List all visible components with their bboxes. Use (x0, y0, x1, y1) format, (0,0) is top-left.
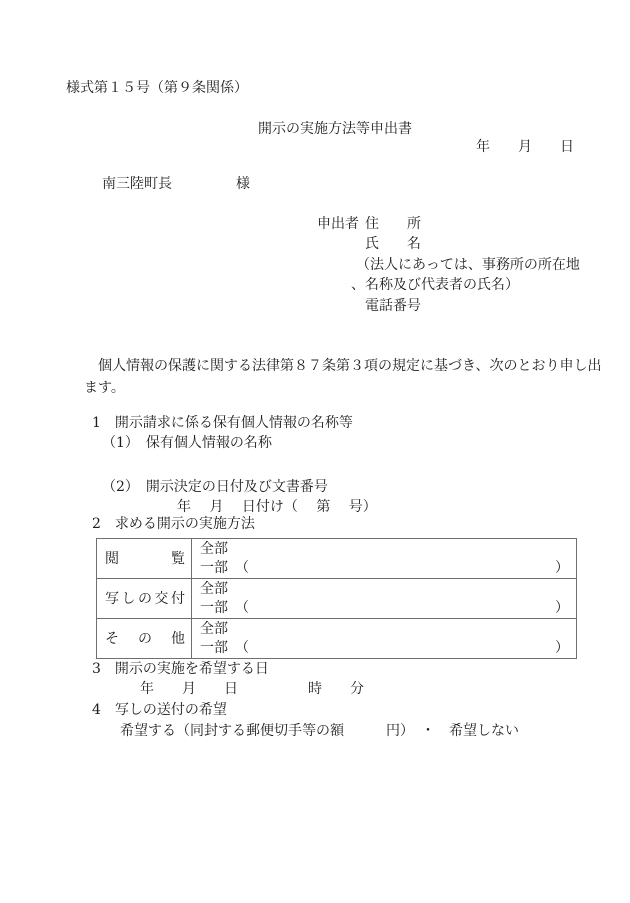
applicant-address-label: 住 所 (365, 216, 421, 232)
page-title: 開示の実施方法等申出書 (258, 121, 412, 137)
table-row-copy (97, 579, 576, 619)
section-4-heading: 4 写しの送付の希望 (92, 702, 227, 718)
addressee-name: 南三陸町長 (102, 176, 172, 192)
option-part-close-paren: ） (555, 640, 569, 656)
addressee-honorific: 様 (236, 176, 250, 192)
method-label-inspection: 閲 覧 (97, 539, 192, 578)
body-paragraph-line2: ます。 (84, 380, 125, 396)
method-label-copy: 写 し の 交 付 (97, 579, 192, 618)
option-part-line (200, 559, 569, 578)
section-1-heading: 1 開示請求に係る保有個人情報の名称等 (92, 415, 353, 431)
option-part-open: 一部 （ (200, 560, 249, 576)
date-blank-line: 年 月 日 (476, 139, 574, 155)
disclosure-method-table (96, 538, 577, 659)
corporate-note-line1: （法人にあっては、事務所の所在地 (356, 257, 580, 273)
option-part-close-paren: ） (555, 600, 569, 616)
form-number: 様式第１５号（第９条関係） (66, 80, 248, 96)
method-options-cell (192, 539, 576, 578)
option-part-line (200, 599, 569, 618)
table-row-inspection (97, 539, 576, 579)
method-label-other: そ の 他 (97, 619, 192, 658)
section-4-options: 希望する（同封する郵便切手等の額 円） ・ 希望しない (120, 723, 519, 739)
method-options-cell (192, 579, 576, 618)
method-options-cell (192, 619, 576, 658)
section-1-item-2: （2） 開示決定の日付及び文書番号 (102, 479, 328, 495)
section-2-heading: 2 求める開示の実施方法 (92, 516, 255, 532)
table-row-other (97, 619, 576, 658)
body-paragraph-line1: 個人情報の保護に関する法律第８７条第３項の規定に基づき、次のとおり申し出 (84, 358, 602, 374)
section-1-date-blank: 年 月 日付け（ 第 号） (177, 499, 377, 515)
option-part-line (200, 639, 569, 658)
section-3-datetime-blank: 年 月 日 時 分 (140, 681, 364, 697)
option-all: 全部 (200, 541, 228, 557)
option-part-close-paren: ） (555, 560, 569, 576)
applicant-label: 申出者 (317, 216, 359, 232)
corporate-note-line2: 、名称及び代表者の氏名） (351, 277, 519, 293)
applicant-name-label: 氏 名 (365, 236, 421, 252)
section-1-item-1: （1） 保有個人情報の名称 (102, 435, 272, 451)
option-all: 全部 (200, 621, 228, 637)
applicant-phone-label: 電話番号 (365, 298, 421, 314)
section-3-heading: 3 開示の実施を希望する日 (92, 661, 269, 677)
option-all: 全部 (200, 581, 228, 597)
option-part-open: 一部 （ (200, 640, 249, 656)
option-part-open: 一部 （ (200, 600, 249, 616)
